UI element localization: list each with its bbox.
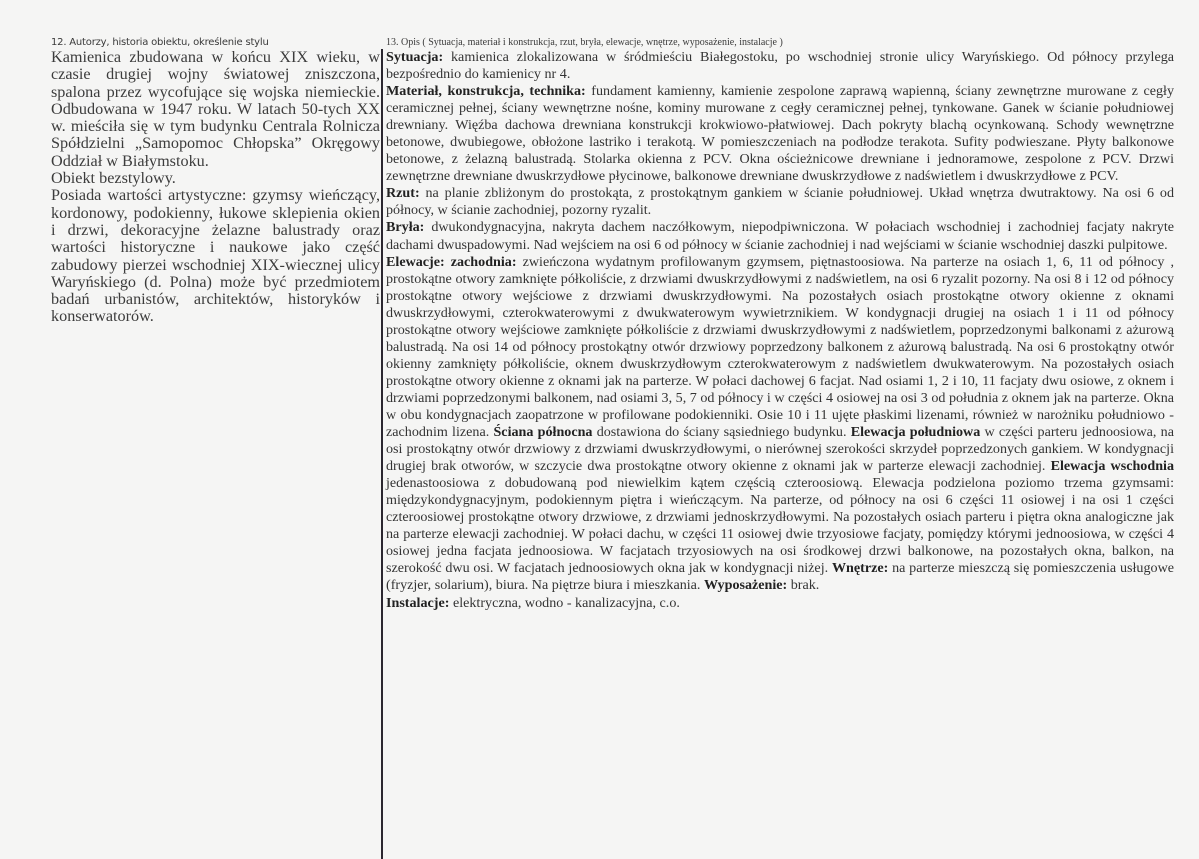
- sytuacja-text: kamienica zlokalizowana w śródmieściu Białegostoku, po wschodniej stronie ulicy Waryńskiego. Od północy przylega bezpośrednio do kamienicy nr 4.: [386, 49, 1174, 83]
- rzut-label: Rzut:: [386, 185, 420, 202]
- bryla-text: dwukondygnacyjna, nakryta dachem naczółkowym, niepodpiwniczona. W połaciach wschodniej i zachodniej facjaty nakryte dachami dwuspadowymi. Nad wejściem na osi 6 od północy w ścianie zachodniej i nad wejściami w ścianie wschodniej daszki pulpitowe.: [386, 219, 1174, 253]
- rzut-paragraph: [386, 185, 1174, 219]
- elewacje-text: zwieńczona wydatnym profilowanym gzymsem, piętnastoosiowa. Na parterze na osiach 1, 6, 11 od północy , prostokątne otwory zamknięte półkoliście, z drzwiami dwuskrzydłowymi z nadświetlem, na osi 6 ryzalit pozorny. Na osi 8 i 12 od północy prostokątne otwory wejściowe z drzwiami dwuskrzydłowymi. Na pozostałych osiach prostokątne otwory okienne z oknami dwuskrzydłowymi, czterokwaterowymi z dwukwaterowym wywietrznikiem. W kondygnacji drugiej na osiach 1 i 11 od północy prostokątne otwory wejściowe zamknięte półkoliście z drzwiami dwuskrzydłowymi z nadświetlem, poprzedzonymi balkonami z ażurową balustradą. Na osi 14 od północy prostokątny otwór drzwiowy poprzedzony balkonem z ażurową balustradą. Na osi 6 prostokątny otwór okienny zamknięty półkoliście, oknem dwuskrzydłowym czterokwaterowym z nadświetlem dwukwaterowym. Na pozostałych osiach prostokątne otwory okienne z oknami jak na parterze. W połaci dachowej 6 facjat. Nad osiami 1, 2 i 10, 11 facjaty dwu osiowe, z oknem i drzwiami poprzedzonymi balkonem, nad osiami 3, 5, 7 od północy i w części 4 osiowej na osi 3 od południa z oknem jak na parterze. Okna w obu kondygnacjach zaopatrzone w profilowane podokienniki. Osie 10 i 11 ujęte płaskimi lizenami, również w narożniku południowo - zachodnim lizena.: [386, 253, 1174, 441]
- values-paragraph: Posiada wartości artystyczne: gzymsy wieńczący, kordonowy, podokienny, łukowe sklepienia okien i drzwi, dekoracyjne żelazne balustrady oraz wartości historyczne i naukowe jako część zabudowy pierzei wschodniej XIX-wiecznej ulicy Waryńskiego (d. Polna) może być przedmiotem badań urbanistów, architektów, historyków i konserwatorów.: [51, 186, 380, 326]
- rzut-text: na planie zbliżonym do prostokąta, z prostokątnym gankiem w ścianie południowej. Układ wnętrza dwutraktowy. Na osi 6 od północy, w ścianie zachodniej, pozorny ryzalit.: [386, 185, 1174, 219]
- section-13-description: [386, 36, 1174, 612]
- section-12-body: [51, 49, 380, 326]
- bryla-label: Bryła:: [386, 219, 425, 236]
- elewacje-paragraph: [386, 254, 1174, 595]
- material-text: fundament kamienny, kamienie zespolone zaprawą wapienną, ściany zewnętrzne murowane z cegły ceramicznej pełnej, ściany wewnętrzne nośne, kominy murowane z cegły ceramicznej pełnej, tynkowane. Ganek w ścianie południowej drewniany. Więźba dachowa drewniana konstrukcji krokwiowo-płatwiowej. Dach pokryty blachą ocynkowaną. Schody wewnętrzne betonowe, dwubiegowe, obłożone lastriko i terakotą. W pomieszczeniach na podłodze terakota. Sufity podwieszane. Płyty balkonowe betonowe, z żelazną balustradą. Stolarka okienna z PCV. Okna ościeżnicowe drewniane i jednoramowe, zespolone z PCV. Drzwi zewnętrzne drewniane dwuskrzydłowe płycinowe, balkonowe drewniane dwuskrzydłowe z nadświetlem i dwuskrzydłowe z PCV.: [386, 83, 1174, 185]
- instalacje-paragraph: [386, 595, 1174, 612]
- polnocna-text: dostawiona do ściany sąsiedniego budynku.: [592, 424, 851, 441]
- instalacje-text: elektryczna, wodno - kanalizacyjna, c.o.: [449, 594, 680, 611]
- wyposazenie-text: brak.: [787, 577, 820, 594]
- polnocna-label: Ściana północna: [493, 424, 593, 441]
- wnetrze-text: na parterze mieszczą się pomieszczenia usługowe (fryzjer, solarium), biura. Na piętrze biura i mieszkania.: [386, 560, 1175, 594]
- style-paragraph: Obiekt bezstylowy.: [51, 169, 176, 188]
- wyposazenie-label: Wyposażenie:: [703, 577, 788, 594]
- instalacje-label: Instalacje:: [386, 594, 450, 611]
- poludniowa-label: Elewacja południowa: [850, 424, 981, 441]
- section-13-heading: 13. Opis ( Sytuacja, materiał i konstrukcja, rzut, bryła, elewacje, wnętrze, wyposażenie, instalacje ): [386, 37, 783, 48]
- history-paragraph: Kamienica zbudowana w końcu XIX wieku, w czasie drugiej wojny światowej zniszczona, spalona przez wycofujące się wojska niemieckie. Odbudowana w 1947 roku. W latach 50-tych XX w. mieściła się w tym budynku Centrala Rolnicza Spółdzielni „Samopomoc Chłopska” Okręgowy Oddział w Białymstoku.: [51, 48, 380, 170]
- elewacje-label: Elewacje: zachodnia:: [386, 253, 517, 270]
- wschodnia-label: Elewacja wschodnia: [1050, 458, 1174, 475]
- sytuacja-label: Sytuacja:: [386, 49, 444, 65]
- column-divider: [381, 49, 383, 859]
- section-13-body: [386, 49, 1174, 612]
- bryla-paragraph: [386, 219, 1174, 253]
- sytuacja-paragraph: [386, 49, 1174, 83]
- material-label: Materiał, konstrukcja, technika:: [386, 83, 586, 100]
- poludniowa-text: w części parteru jednoosiowa, na osi prostokątny otwór drzwiowy z drzwiami dwuskrzydłowymi, o nierównej szerokości skrzydeł poprzedzonych gankiem. W kondygnacji drugiej brak otworów, w szczycie dwa prostokątne otwory okienne z oknami jak w parterze elewacji zachodniej.: [386, 424, 1174, 475]
- material-paragraph: [386, 83, 1174, 185]
- wschodnia-text: jedenastoosiowa z dobudowaną pod niewielkim kątem częścią czteroosiową. Elewacja podzielona poziomo trzema gzymsami: międzykondygnacyjnym, podokiennym piętra i wieńczącym. Na parterze, od północy na osi 6 części 11 osiowej i na osi 1 części czteroosiowej prostokątne otwory drzwiowe, z drzwiami jednoskrzydłowymi. Na pozostałych osiach parteru i piętra okna analogiczne jak na parterze elewacji zachodniej. W połaci dachu, w części 11 osiowej dwie trzyosiowe facjaty, pomiędzy którymi jednoosiowa, w części 4 osiowej jedna facjata jednoosiowa. W facjatach trzyosiowych na osi środkowej drzwi balkonowe, na pozostałych okna, balkon, na szerokość dwu osi. W facjatach jednoosiowych okna jak w kondygnacji niżej.: [386, 475, 1174, 577]
- section-12-history: [51, 36, 380, 326]
- wnetrze-label: Wnętrze:: [831, 560, 889, 577]
- section-12-heading: 12. Autorzy, historia obiektu, określenie stylu: [51, 37, 269, 48]
